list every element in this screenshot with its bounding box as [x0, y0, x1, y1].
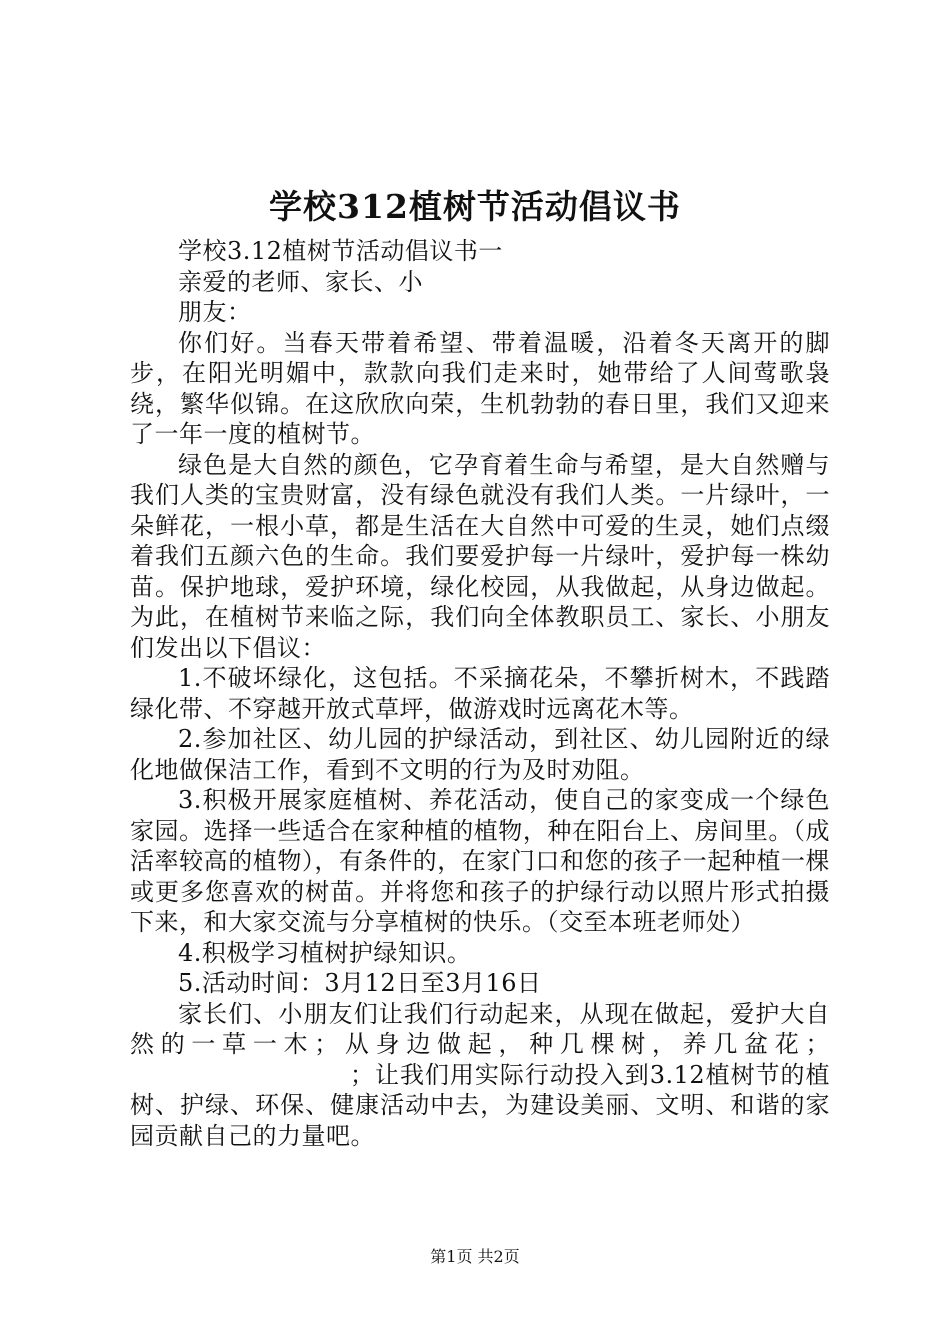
salutation-line-2: 朋友：: [178, 298, 252, 326]
page-footer: 第1页 共2页: [430, 1247, 520, 1266]
paragraph-item-5: 5.活动时间：3月12日至3月16日: [178, 969, 542, 997]
document-body: [130, 236, 830, 1151]
paragraph-item-1: 1.不破坏绿化，这包括。不采摘花朵，不攀折树木，不践踏绿化带、不穿越开放式草坪，做游戏时远离花木等。: [130, 664, 830, 723]
closing-part-1: 家长们、小朋友们让我们行动起来，从现在做起，爱护大自然的一草一木；从身边做起，种几棵树，养几盆花；: [130, 999, 830, 1058]
salutation-line-1: 亲爱的老师、家长、小: [178, 267, 423, 296]
closing-part-2: ；让我们用实际行动投入到3.12植树节的植树、护绿、环保、健康活动中去，为建设美丽、文明、和谐的家园贡献自己的力量吧。: [130, 1060, 830, 1150]
paragraph-item-2: 2.参加社区、幼儿园的护绿活动，到社区、幼儿园附近的绿化地做保洁工作，看到不文明的行为及时劝阻。: [130, 725, 830, 784]
paragraph-green: 绿色是大自然的颜色，它孕育着生命与希望，是大自然赠与我们人类的宝贵财富，没有绿色就没有我们人类。一片绿叶，一朵鲜花，一根小草，都是生活在大自然中可爱的生灵，她们点缀着我们五颜六色的生命。我们要爱护每一片绿叶，爱护每一株幼苗。保护地球，爱护环境，绿化校园，从我做起，从身边做起。为此，在植树节来临之际，我们向全体教职员工、家长、小朋友们发出以下倡议：: [130, 450, 830, 662]
paragraph-closing: [130, 999, 830, 1152]
paragraph-item-4: 4.积极学习植树护绿知识。: [178, 938, 472, 967]
document-title: 学校312植树节活动倡议书: [269, 187, 681, 226]
paragraph-item-3: 3.积极开展家庭植树、养花活动，使自己的家变成一个绿色家园。选择一些适合在家种植的植物，种在阳台上、房间里。（成活率较高的植物），有条件的，在家门口和您的孩子一起种植一棵或更多您喜欢的树苗。并将您和孩子的护绿行动以照片形式拍摄下来，和大家交流与分享植树的快乐。（交至本班老师处）: [130, 786, 830, 936]
subtitle-line: 学校3.12植树节活动倡议书一: [178, 237, 503, 265]
paragraph-greeting: 你们好。当春天带着希望、带着温暖，沿着冬天离开的脚步，在阳光明媚中，款款向我们走来时，她带给了人间莺歌袅绕，繁华似锦。在这欣欣向荣，生机勃勃的春日里，我们又迎来了一年一度的植树节。: [130, 328, 830, 448]
